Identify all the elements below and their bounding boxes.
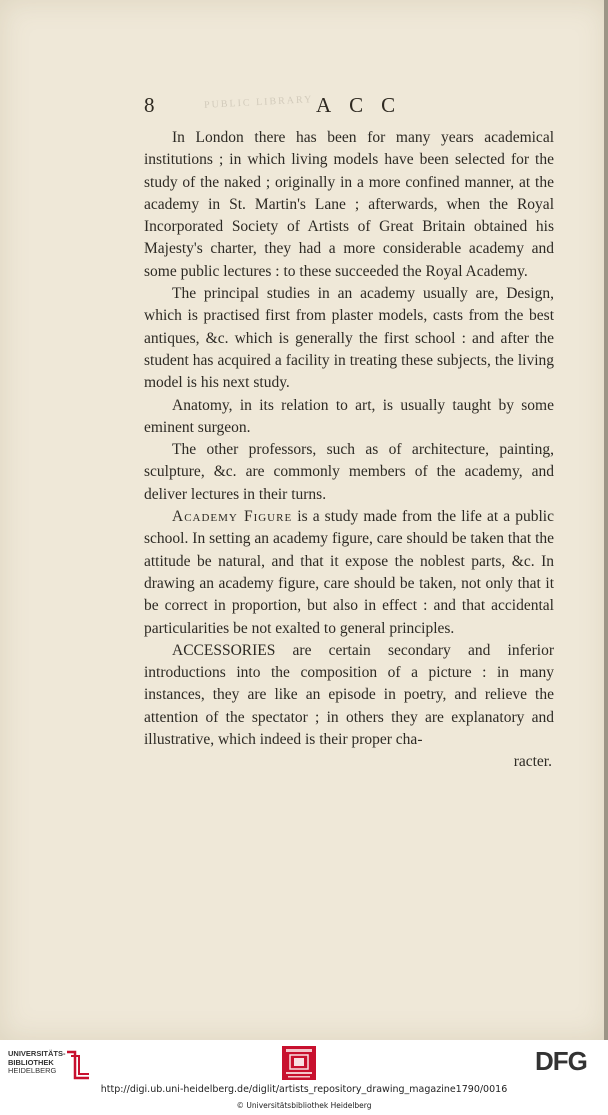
page-number: 8	[144, 93, 155, 117]
copyright-notice: © Universitätsbibliothek Heidelberg	[236, 1101, 372, 1110]
uni-line-1: UNIVERSITÄTS-	[8, 1049, 66, 1058]
body-text	[144, 127, 554, 774]
uni-line-2: BIBLIOTHEK	[8, 1057, 54, 1067]
source-url[interactable]: http://digi.ub.uni-heidelberg.de/diglit/artists_repository_drawing_magazine1790/0016	[100, 1084, 508, 1095]
page-header	[144, 93, 508, 121]
heidelberg-seal-icon[interactable]	[282, 1046, 316, 1080]
paragraph-accessories	[144, 640, 554, 774]
paragraph-anatomy: Anatomy, in its relation to art, is usually taught by some eminent surgeon.	[144, 396, 554, 436]
paragraph-other-professors: The other professors, such as of architecture, painting, sculpture, &c. are commonly members of the academy, and deliver lectures in their turns.	[144, 441, 554, 503]
dfg-logo[interactable]: DFG	[535, 1046, 587, 1076]
seal-graphic	[282, 1046, 316, 1080]
uni-line-3: HEIDELBERG	[8, 1066, 57, 1075]
page-edge	[604, 0, 608, 1040]
running-head: ACC	[316, 93, 414, 117]
paragraph-principal-studies: The principal studies in an academy usually are, Design, which is practised first from plaster models, casts from the best antiques, &c. which is generally the first school : and after the student has acquired a facility in treating these subjects, the living model is his next study.	[144, 285, 554, 392]
term-accessories: ACCESSORIES	[172, 641, 276, 659]
university-library-wordmark	[8, 1050, 66, 1076]
term-academy-figure: Academy Figure	[172, 508, 293, 526]
university-library-logo[interactable]	[8, 1048, 98, 1082]
paragraph-last-word: racter.	[513, 753, 552, 771]
library-mark-icon	[63, 1048, 93, 1082]
accessories-definition: are certain secondary and inferior introductions into the composition of a picture : in many instances, they are like an episode in poetry, and relieve the attention of the spectator ; in others they are explanatory and illustrative, which indeed is their proper cha-	[144, 641, 554, 749]
academy-figure-definition: is a study made from the life at a public school. In setting an academy figure, care should be taken that the attitude be natural, and that it expose the noblest parts, &c. In drawing an academy figure, care should be taken, not only that it be correct in proportion, but also in effect : and that accidental particularities be not exalted to general principles.	[144, 508, 554, 637]
paragraph-london-academies: In London there has been for many years academical institutions ; in which living models have been selected for the study of the naked ; originally in a more confined manner, at the academy in St. Martin's Lane ; afterwards, when the Royal Incorporated Society of Artists of Great Britain obtained his Majesty's charter, they had a more considerable academy and some public lectures : to these succeeded the Royal Academy.	[144, 129, 554, 280]
footer-bar	[0, 1040, 608, 1115]
paragraph-academy-figure	[144, 506, 554, 640]
library-stamp-ghost: PUBLIC LIBRARY	[203, 94, 314, 111]
